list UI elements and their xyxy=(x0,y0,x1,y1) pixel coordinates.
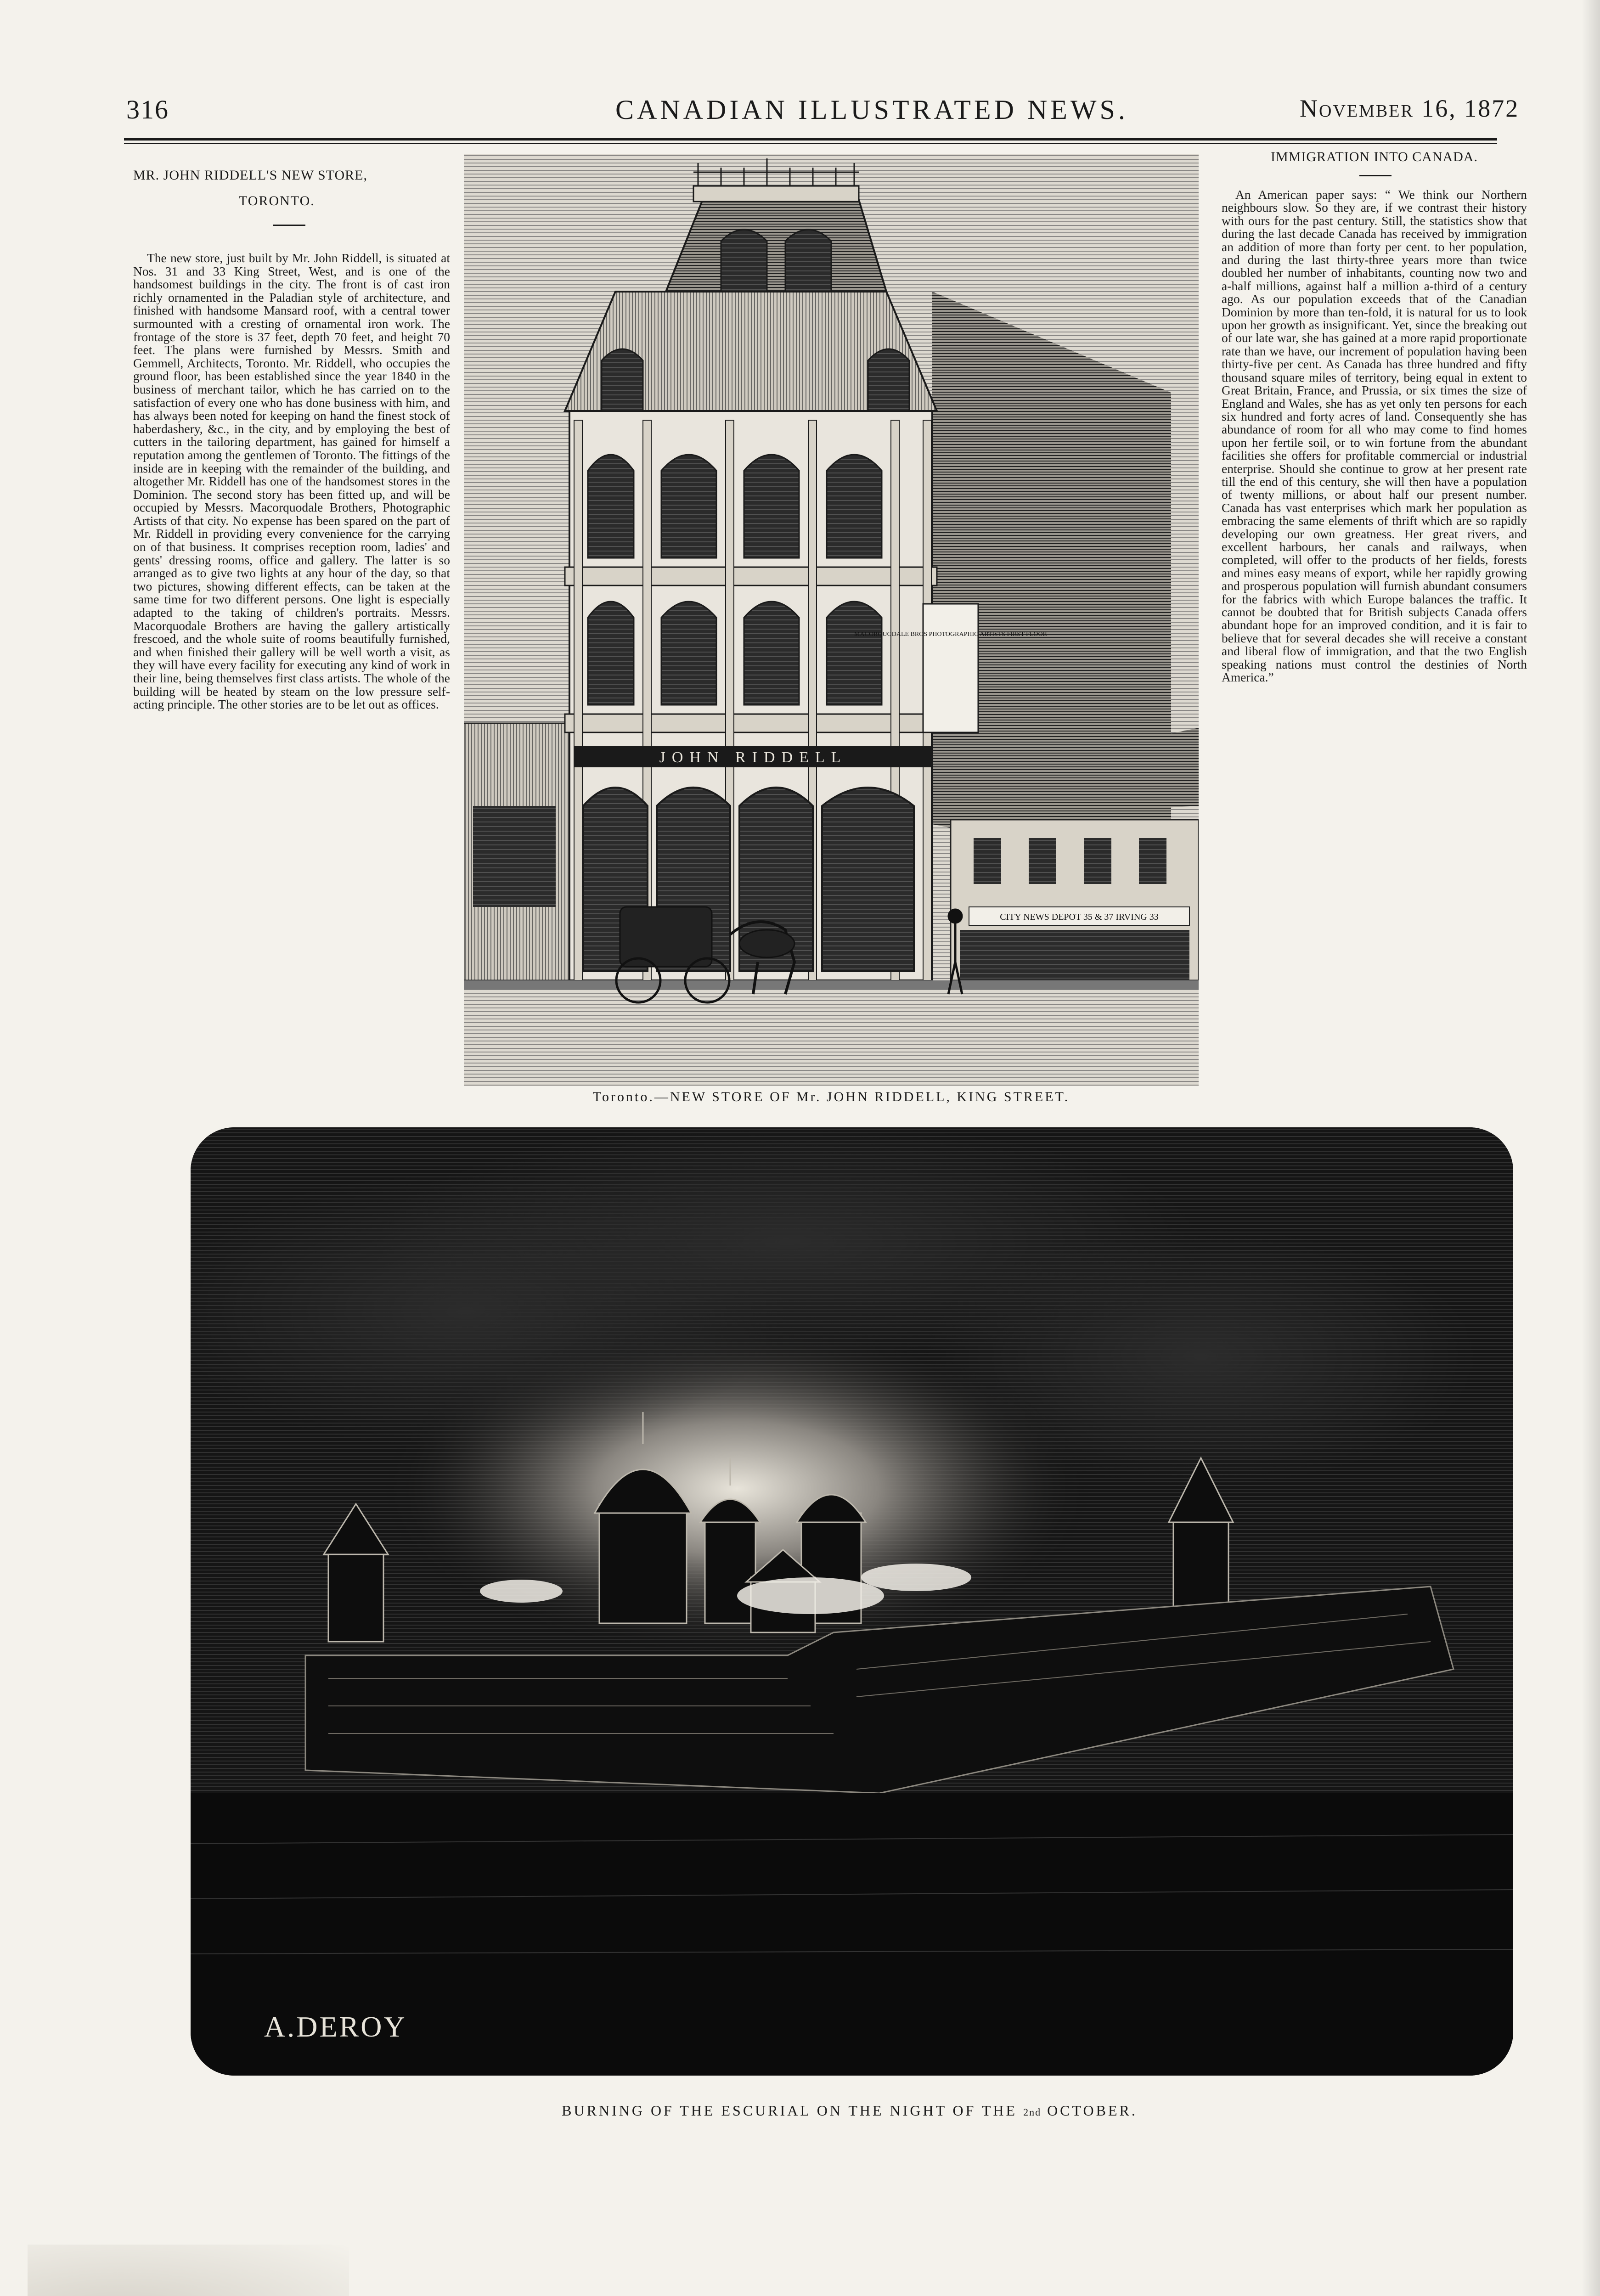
fire-caption-ordinal: 2nd xyxy=(1023,2106,1042,2118)
article-subheading: TORONTO. xyxy=(239,193,315,208)
masthead xyxy=(0,94,1600,135)
fire-caption-end: OCTOBER. xyxy=(1041,2102,1138,2119)
immigration-article xyxy=(1222,149,1527,684)
city-news-sign: CITY NEWS DEPOT 35 & 37 IRVING 33 xyxy=(1000,912,1159,922)
article-body: The new store, just built by Mr. John Riddell, is situated at Nos. 31 and 33 King Street, West, and is one of the handsomest buildings in the city. The front is of cast iron richly ornamented in the Paladian style of architecture, and finished with handsome Mansard roof, with a central tower surmounted with a cresting of ornamental iron work. The frontage of the store is 37 feet, depth 70 feet, and height 70 feet. The plans were furnished by Messrs. Smith and Gemmell, Architects, Toronto. Mr. Riddell, who occupies the ground floor, has been established since the year 1840 in the business of merchant tailor, which he has carried on to the satisfaction of every one who has done business with him, and has always been noted for keeping on hand the finest stock of haberdashery, &c., in the city, and by employing the best of cutters in the tailoring department, has gained for himself a reputation among the gentlemen of Toronto. The fittings of the inside are in keeping with the remainder of the building, and altogether Mr. Riddell has one of the handsomest stores in the Dominion. The second story has been fitted up, and will be occupied by Messrs. Macorquodale Brothers, Photographic Artists of that city. No expense has been spared on the part of Mr. Riddell in providing every convenience for the carrying on of that business. It comprises reception room, ladies' and gents' dressing rooms, office and gallery. The latter is so arranged as to give two lights at any hour of the day, so that two pictures, showing different effects, can be taken at the same time for two different persons. One light is especially adapted to the taking of children's portraits. Messrs. Macorquodale Brothers are having the gallery artistically frescoed, and the whole suite of rooms beautifully furnished, and when finished their gallery will be well worth a visit, as they will have every facility for executing any kind of work in their line, being themselves first class artists. The whole of the building will be heated by steam on the low pressure self-acting principle. The other stories are to be let out as offices. xyxy=(133,251,450,712)
riddell-store-engraving xyxy=(464,154,1199,1086)
header-rule-thin xyxy=(124,143,1497,144)
store-caption: Toronto.—NEW STORE OF Mr. JOHN RIDDELL, KING STREET. xyxy=(592,1089,1070,1104)
photographer-sign: MACORQUODALE BROS PHOTOGRAPHIC ARTISTS FIRST FLOOR xyxy=(854,631,1047,638)
paper-title: CANADIAN ILLUSTRATED NEWS. xyxy=(615,95,1128,125)
article-divider xyxy=(273,225,305,226)
page-stain xyxy=(28,2245,349,2296)
fire-caption-main: BURNING OF THE ESCURIAL ON THE NIGHT OF THE xyxy=(562,2102,1024,2119)
fire-caption xyxy=(184,2102,1515,2119)
artist-signature: A.DEROY xyxy=(264,2010,407,2043)
issue-date: November 16, 1872 xyxy=(1300,95,1520,122)
article-body: An American paper says: “ We think our Northern neighbours slow. So they are, if we contrast their history with ours for the past century. Still, the statistics show that during the last decade Canada has received by immigration an addition of more than forty per cent. to her population, and during the last thirty-three years more than twice doubled her number of inhabitants, counting now two and a-half millions, against half a million a-third of a century ago. As our population exceeds that of the Canadian Dominion by more than ten-fold, it is natural for us to look upon her growth as insignificant. Yet, since the breaking out of our late war, she has gained at a more rapid proportionate rate than we have, our increment of population having been thirty-five per cent. As Canada has three hundred and fifty thousand square miles of territory, being equal in extent to Great Britain, France, and Prussia, or six times the size of England and Wales, she has as yet only ten persons for each six hundred and forty acres of land. Consequently she has abundance of room for all who may come to find homes upon her fertile soil, or to win fortune from the abundant facilities she offers for profitable commercial or industrial enterprise. Should she continue to grow at her present rate till the end of this century, she will then have a population of twenty millions, or about half our present number. Canada has vast enterprises which mark her population as embracing the same elements of thrift which are so rapidly developing our own greatness. Her great rivers, and excellent harbours, her canals and railways, when completed, will offer to the products of her fields, forests and mines easy means of export, while her rapidly growing and prosperous population will furnish abundant consumers for the fabrics with which Europe balances the traffic. It cannot be doubted that for British subjects Canada offers abundant hope for an improved condition, and it is fair to believe that for several decades she will receive a constant and liberal flow of immigration, and that the two English speaking nations must control the destinies of North America.” xyxy=(1222,187,1527,685)
article-heading: IMMIGRATION INTO CANADA. xyxy=(1271,149,1478,164)
article-heading: MR. JOHN RIDDELL'S NEW STORE, xyxy=(133,168,367,183)
riddell-shop-sign: JOHN RIDDELL xyxy=(659,749,847,766)
page-number: 316 xyxy=(126,95,169,124)
riddell-store-article xyxy=(133,168,450,711)
escurial-fire-engraving xyxy=(191,1127,1513,2076)
header-rule xyxy=(124,138,1497,141)
page-edge-shadow xyxy=(1582,0,1600,2296)
article-divider xyxy=(1359,175,1392,176)
